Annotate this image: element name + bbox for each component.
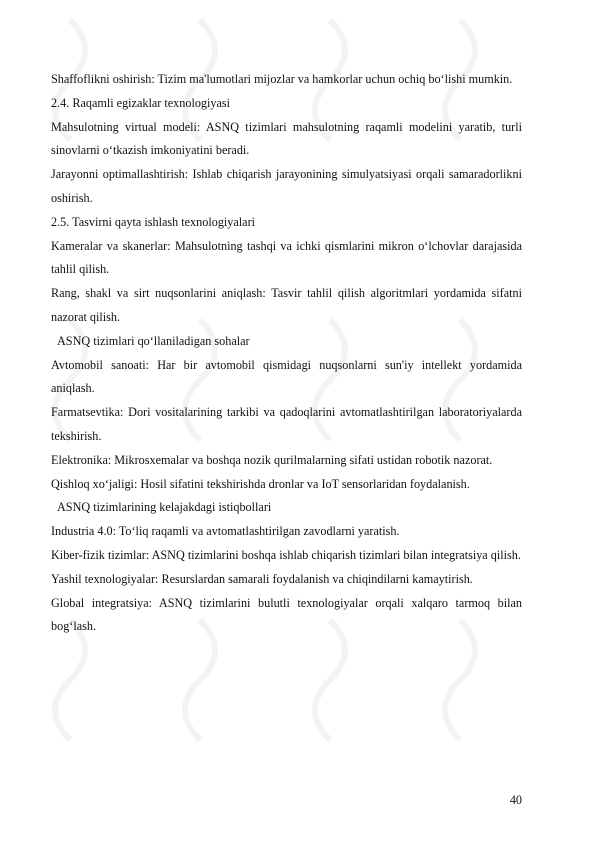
paragraph: Elektronika: Mikrosxemalar va boshqa nozik qurilmalarning sifati ustidan robotik nazorat. (51, 452, 493, 467)
paragraph: Jarayonni optimallashtirish: Ishlab chiqarish jarayonining simulyatsiyasi orqali samaradorlikni oshirish. (51, 167, 522, 205)
paragraph: Mahsulotning virtual modeli: ASNQ tizimlari mahsulotning raqamli modelini yaratib, turli sinovlarni o‘tkazish imkoniyatini beradi. (51, 119, 522, 158)
page-number: 40 (509, 793, 522, 807)
paragraph: Shaffoflikni oshirish: Tizim ma'lumotlari mijozlar va hamkorlar uchun ochiq bo‘lishi mumkin. (51, 72, 513, 86)
section-heading: 2.4. Raqamli egizaklar texnologiyasi (51, 95, 231, 110)
paragraph: Avtomobil sanoati: Har bir avtomobil qismidagi nuqsonlarni sun'iy intellekt yordamida aniqlash. (51, 357, 522, 396)
paragraph: Kiber-fizik tizimlar: ASNQ tizimlarini boshqa ishlab chiqarish tizimlari bilan integratsiya qilish. (51, 547, 521, 562)
paragraph: Industria 4.0: To‘liq raqamli va avtomatlashtirilgan zavodlarni yaratish. (51, 524, 400, 539)
paragraph: Global integratsiya: ASNQ tizimlarini bulutli texnologiyalar orqali xalqaro tarmoq bilan bog‘lash. (51, 595, 522, 634)
section-heading: 2.5. Tasvirni qayta ishlash texnologiyalari (51, 214, 256, 229)
paragraph: Rang, shakl va sirt nuqsonlarini aniqlash: Tasvir tahlil qilish algoritmlari yordamida sifatni nazorat qilish. (51, 286, 522, 324)
paragraph: Kameralar va skanerlar: Mahsulotning tashqi va ichki qismlarini mikron o‘lchovlar darajasida tahlil qilish. (51, 238, 522, 277)
paragraph: Qishloq xo‘jaligi: Hosil sifatini tekshirishda dronlar va IoT sensorlaridan foydalanish. (51, 476, 470, 491)
section-heading: ASNQ tizimlari qo‘llaniladigan sohalar (57, 333, 250, 348)
section-heading: ASNQ tizimlarining kelajakdagi istiqbollari (57, 500, 272, 515)
paragraph: Farmatsevtika: Dori vositalarining tarkibi va qadoqlarini avtomatlashtirilgan laboratoriyalarda tekshirish. (51, 405, 522, 443)
body-text (51, 68, 522, 639)
paragraph: Yashil texnologiyalar: Resurslardan samarali foydalanish va chiqindilarni kamaytirish. (51, 571, 473, 586)
